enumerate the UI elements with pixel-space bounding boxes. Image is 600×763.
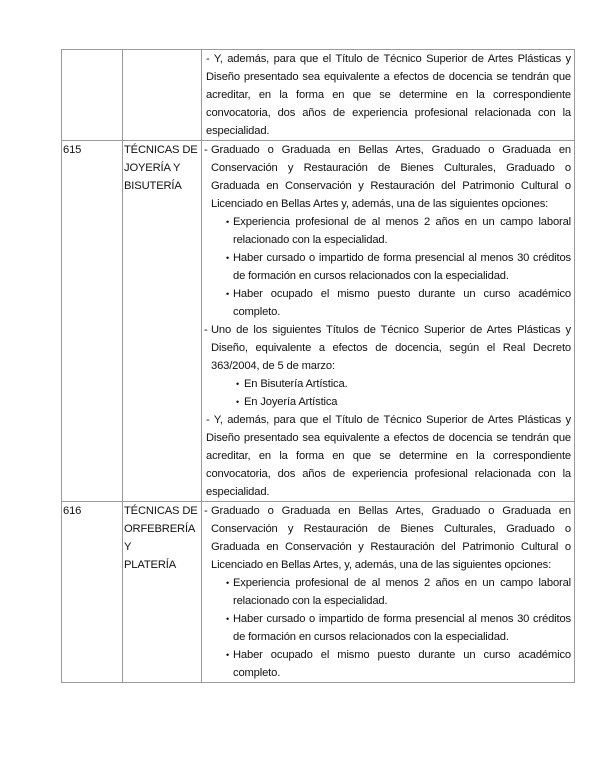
list-item [226, 610, 571, 646]
specialty-name-line: PLATERÍA [124, 559, 177, 571]
title-text: En Joyería Artística [244, 396, 338, 408]
dash-marker: - [204, 324, 208, 336]
bullet-icon: • [226, 650, 230, 660]
degree-requirement [204, 502, 571, 574]
option-text: Haber cursado o impartido de forma presencial al menos 30 créditos de formación en cursos relacionados con la especialidad. [233, 613, 571, 643]
list-item [226, 249, 571, 285]
title-requirement-text: Uno de los siguientes Títulos de Técnico Superior de Artes Plásticas y Diseño, equivalente a efectos de docencia, según el Real Decreto 363/2004, de 5 de marzo: [211, 324, 571, 372]
specialty-name-line: BISUTERÍA [124, 180, 182, 192]
bullet-icon: • [226, 614, 230, 624]
degree-requirement [204, 141, 571, 213]
options-list [204, 213, 571, 321]
options-list [204, 574, 571, 682]
option-text: Experiencia profesional de al menos 2 años en un campo laboral relacionado con la especialidad. [233, 577, 571, 607]
specialty-code-cell [62, 50, 123, 141]
specialty-name-line: TÉCNICAS DE [124, 144, 198, 156]
table-row [62, 50, 575, 141]
table-row [62, 141, 575, 502]
title-requirement [204, 321, 571, 375]
degree-requirement-text: Graduado o Graduada en Bellas Artes, Graduado o Graduada en Conservación y Restauración de Bienes Culturales, Graduado o Graduada en Conservación y Restauración del Patrimonio Cultural o Licenciado en Bellas Artes y, además, una de las siguientes opciones: [211, 144, 571, 210]
equivalence-clause: - Y, además, para que el Título de Técnico Superior de Artes Plásticas y Diseño presentado sea equivalente a efectos de docencia se tendrán que acreditar, en la forma en que se determine en la correspondiente convocatoria, dos años de experiencia profesional relacionada con la especialidad. [206, 414, 571, 498]
dash-marker: - [204, 144, 208, 156]
bullet-icon: • [226, 289, 230, 299]
specialty-code-cell: 616 [62, 502, 123, 683]
bullet-icon: • [226, 578, 230, 588]
list-item [226, 213, 571, 249]
list-item [226, 285, 571, 321]
specialty-requirements-table [61, 49, 575, 683]
specialty-name-line: ORFEBRERÍA Y [124, 523, 195, 553]
requirements-cell [202, 502, 575, 683]
specialty-code-cell: 615 [62, 141, 123, 502]
equivalence-clause: - Y, además, para que el Título de Técnico Superior de Artes Plásticas y Diseño presentado sea equivalente a efectos de docencia se tendrán que acreditar, en la forma en que se determine en la correspondiente convocatoria, dos años de experiencia profesional relacionada con la especialidad. [206, 53, 571, 137]
titles-list [204, 375, 571, 411]
title-text: En Bisutería Artística. [244, 378, 348, 390]
specialty-name-cell [123, 502, 202, 683]
bullet-icon: • [226, 253, 230, 263]
option-text: Haber ocupado el mismo puesto durante un curso académico completo. [233, 288, 571, 318]
option-text: Haber cursado o impartido de forma presencial al menos 30 créditos de formación en cursos relacionados con la especialidad. [233, 252, 571, 282]
degree-requirement-text: Graduado o Graduada en Bellas Artes, Graduado o Graduada en Conservación y Restauración de Bienes Culturales, Graduado o Graduada en Conservación y Restauración del Patrimonio Cultural o Licenciado en Bellas Artes, y, además, una de las siguientes opciones: [211, 505, 571, 571]
bullet-icon: • [226, 217, 230, 227]
table-row [62, 502, 575, 683]
list-item [226, 574, 571, 610]
dash-marker: - [204, 505, 208, 517]
list-item [236, 393, 571, 411]
requirements-cell [202, 141, 575, 502]
bullet-icon: • [236, 397, 240, 407]
specialty-name-line: TÉCNICAS DE [124, 505, 198, 517]
bullet-icon: • [236, 379, 240, 389]
specialty-name-cell [123, 141, 202, 502]
list-item [236, 375, 571, 393]
list-item [226, 646, 571, 682]
option-text: Haber ocupado el mismo puesto durante un curso académico completo. [233, 649, 571, 679]
requirements-cell [202, 50, 575, 141]
option-text: Experiencia profesional de al menos 2 años en un campo laboral relacionado con la especialidad. [233, 216, 571, 246]
specialty-name-line: JOYERÍA Y [124, 162, 181, 174]
specialty-name-cell [123, 50, 202, 141]
